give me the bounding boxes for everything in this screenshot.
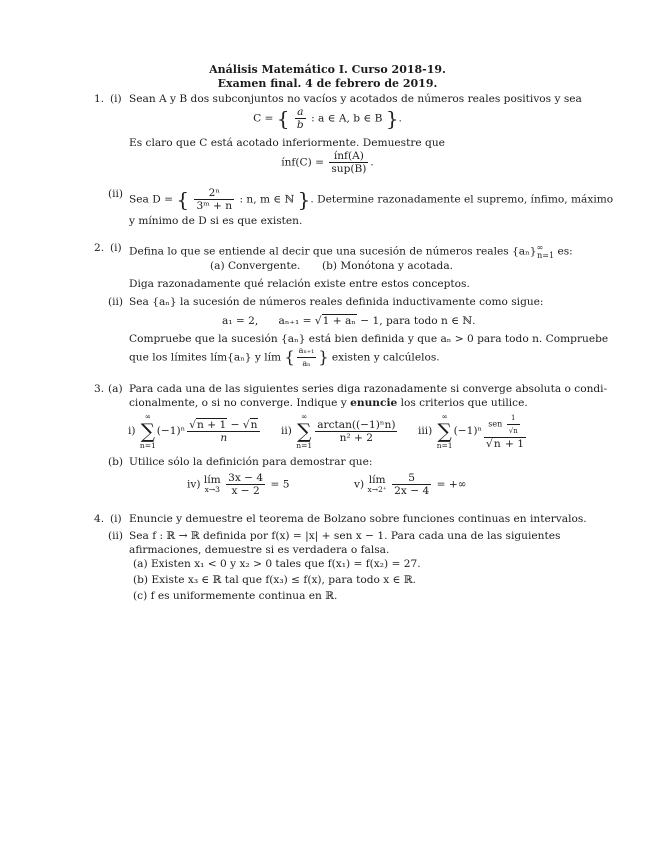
q3-a-text2: cionalmente, o si no converge. Indique y enuncie los criterios que utilice. (129, 397, 528, 409)
q1-number: 1. (94, 93, 105, 105)
exam-date: Examen final. 4 de febrero de 2019. (217, 77, 438, 90)
q1-inf-formula: ínf(C) = $\frac{\text{ínf(A)}}{\text{sup(B)}}$ . (281, 150, 374, 175)
q4-ii-text1: Sea f : ℝ → ℝ definida por f(x) = |x| + sen x − 1. Para cada una de las siguientes (129, 530, 561, 542)
series-i: i) ∞ ∑ n=1 (−1)ⁿ $\frac{√n + 1 - √n}{n}$ (128, 412, 262, 450)
q3-b-label: (b) (108, 456, 124, 468)
q2-i-label: (i) (110, 242, 122, 254)
q1-ii-text2: y mínimo de D si es que existen. (129, 215, 303, 227)
limit-iv: iv) lím x→3 $\frac{3x - 4}{x - 2}$ = 5 (187, 472, 290, 497)
fraction: sen $\frac{1}{√n}$ √n + 1 (486, 414, 524, 450)
set-prefix: C = (253, 112, 274, 125)
q2-option-a: (a) Convergente. (210, 260, 301, 272)
fraction: $\frac{5}{2x - 4}$ (394, 472, 430, 497)
fraction: $\frac{\text{aₙ₊₁}}{\text{aₙ}}$ (298, 346, 315, 368)
q4-i-label: (i) (110, 513, 122, 525)
series-iii: iii) ∞ ∑ n=1 (−1)ⁿ sen $\frac{1}{√n}$ √n + 1 (418, 412, 524, 450)
q4-number: 4. (94, 513, 105, 525)
q4-option-b: (b) Existe x₃ ∈ ℝ tal que f(x₃) ≤ f(x), para todo x ∈ ℝ. (133, 574, 417, 586)
fraction: $\frac{3x - 4}{x - 2}$ (228, 472, 264, 497)
q2-ii-text2: Compruebe que la sucesión {aₙ} está bien definida y que aₙ > 0 para todo n. Compruebe (129, 333, 609, 345)
q1-set-D: Sea D = { $\frac{\text{2ⁿ}}{\text{3ᵐ + n}}$ : n, m ∈ ℕ }. Determine razonadamente el supremo, ínfimo, máximo (129, 187, 614, 212)
q1-set-C: C = { $\frac{a}{b}$ : a ∈ A, b ∈ B }. (253, 106, 402, 131)
q1-i-label: (i) (110, 93, 122, 105)
q2-i-text: Defina lo que se entiende al decir que una sucesión de números reales $\{a_n\}^\infty_{n=1}$ es: (129, 243, 573, 260)
fraction: $\frac{a}{b}$ (296, 106, 304, 131)
q2-option-b: (b) Monótona y acotada. (322, 260, 453, 272)
q2-i-text2: Diga razonadamente qué relación existe entre estos conceptos. (129, 278, 470, 290)
q2-recurrence: a₁ = 2, aₙ₊₁ = √1 + aₙ − 1, para todo n ∈ ℕ. (222, 315, 476, 327)
q3-b-text: Utilice sólo la definición para demostrar que: (129, 456, 373, 468)
q4-ii-label: (ii) (108, 530, 124, 542)
q1-ii-label: (ii) (108, 188, 124, 200)
set-condition: : a ∈ A, b ∈ B (311, 112, 383, 125)
q2-ii-text: Sea {aₙ} la sucesión de números reales definida inductivamente como sigue: (129, 296, 544, 308)
q4-option-c: (c) f es uniformemente continua en ℝ. (133, 590, 338, 602)
q1-i-text2: Es claro que C está acotado inferiormente. Demuestre que (129, 137, 445, 149)
fraction: $\frac{√n + 1 - √n}{n}$ (187, 419, 260, 444)
q2-ii-label: (ii) (108, 296, 124, 308)
q3-number: 3. (94, 383, 105, 395)
q3-a-label: (a) (108, 383, 123, 395)
fraction: $\frac{\text{arctan((−1)ⁿn)}}{\text{n² + 2}}$ (317, 418, 396, 444)
q2-number: 2. (94, 242, 105, 254)
q4-ii-text2: afirmaciones, demuestre si es verdadera o falsa. (129, 544, 390, 556)
q3-a-text1: Para cada una de las siguientes series diga razonadamente si converge absoluta o condi- (129, 383, 608, 395)
q4-i-text: Enuncie y demuestre el teorema de Bolzano sobre funciones continuas en intervalos. (129, 513, 587, 525)
series-ii: ii) ∞ ∑ n=1 $\frac{\text{arctan((−1)ⁿn)}}{\text{n² + 2}}$ (281, 412, 396, 450)
q2-ii-text3: que los límites lím{aₙ} y lím { $\frac{\text{aₙ₊₁}}{\text{aₙ}}$ } existen y calcúlelos. (129, 346, 440, 368)
exam-title: Análisis Matemático I. Curso 2018-19. (209, 63, 446, 76)
fraction: $\frac{\text{2ⁿ}}{\text{3ᵐ + n}}$ (196, 187, 233, 212)
limit-v: v) lím x→2⁺ $\frac{5}{2x - 4}$ = +∞ (354, 472, 467, 497)
fraction: $\frac{\text{ínf(A)}}{\text{sup(B)}}$ (331, 150, 367, 175)
q4-option-a: (a) Existen x₁ < 0 y x₂ > 0 tales que f(x₁) = f(x₂) = 27. (133, 558, 421, 570)
q1-i-text: Sean A y B dos subconjuntos no vacíos y acotados de números reales positivos y sea (129, 93, 582, 105)
